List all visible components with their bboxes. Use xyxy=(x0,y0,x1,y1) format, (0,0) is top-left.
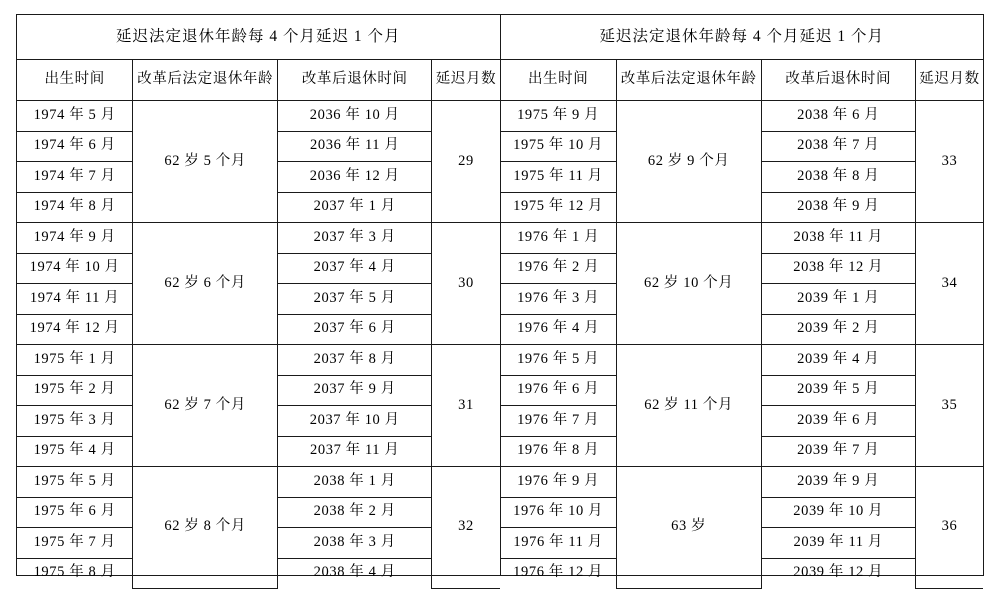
column-header-birth: 出生时间 xyxy=(17,60,133,101)
cell-birth: 1974 年 10 月 xyxy=(17,253,133,284)
cell-birth: 1976 年 9 月 xyxy=(501,467,617,498)
cell-birth: 1976 年 3 月 xyxy=(501,284,617,315)
table-caption-row xyxy=(17,15,500,60)
column-header-birth: 出生时间 xyxy=(501,60,617,101)
cell-birth: 1976 年 7 月 xyxy=(501,406,617,437)
cell-birth: 1974 年 7 月 xyxy=(17,162,133,193)
cell-age: 62 岁 9 个月 xyxy=(616,101,761,223)
cell-retire: 2036 年 11 月 xyxy=(278,131,432,162)
table-half-left xyxy=(17,15,501,581)
cell-age: 62 岁 11 个月 xyxy=(616,345,761,467)
retirement-table-left xyxy=(17,15,500,589)
cell-birth: 1976 年 12 月 xyxy=(501,558,617,588)
cell-retire: 2039 年 7 月 xyxy=(761,436,915,467)
cell-delay: 31 xyxy=(432,345,500,467)
cell-retire: 2039 年 9 月 xyxy=(761,467,915,498)
table-row xyxy=(501,467,984,498)
cell-birth: 1975 年 3 月 xyxy=(17,406,133,437)
cell-age: 63 岁 xyxy=(616,467,761,589)
cell-birth: 1974 年 12 月 xyxy=(17,314,133,345)
column-header-age: 改革后法定退休年龄 xyxy=(616,60,761,101)
retirement-table-right xyxy=(501,15,984,589)
cell-birth: 1975 年 2 月 xyxy=(17,375,133,406)
column-header-age: 改革后法定退休年龄 xyxy=(133,60,278,101)
cell-retire: 2038 年 1 月 xyxy=(278,467,432,498)
cell-age: 62 岁 7 个月 xyxy=(133,345,278,467)
cell-retire: 2039 年 1 月 xyxy=(761,284,915,315)
table-half-right xyxy=(501,15,984,581)
table-body-right xyxy=(501,101,984,589)
cell-age: 62 岁 10 个月 xyxy=(616,223,761,345)
cell-birth: 1974 年 11 月 xyxy=(17,284,133,315)
table-caption-row xyxy=(501,15,984,60)
cell-retire: 2038 年 7 月 xyxy=(761,131,915,162)
cell-retire: 2037 年 8 月 xyxy=(278,345,432,376)
cell-birth: 1975 年 7 月 xyxy=(17,528,133,559)
cell-retire: 2038 年 12 月 xyxy=(761,253,915,284)
cell-age: 62 岁 8 个月 xyxy=(133,467,278,589)
cell-delay: 33 xyxy=(915,101,983,223)
retirement-schedule-tables xyxy=(16,14,984,581)
cell-retire: 2036 年 12 月 xyxy=(278,162,432,193)
table-row xyxy=(501,223,984,254)
cell-birth: 1975 年 11 月 xyxy=(501,162,617,193)
table-header-row xyxy=(501,60,984,101)
cell-birth: 1975 年 12 月 xyxy=(501,192,617,223)
table-row xyxy=(17,223,500,254)
table-caption: 延迟法定退休年龄每 4 个月延迟 1 个月 xyxy=(17,15,500,60)
cell-birth: 1976 年 4 月 xyxy=(501,314,617,345)
cell-retire: 2038 年 6 月 xyxy=(761,101,915,132)
cell-retire: 2039 年 12 月 xyxy=(761,558,915,588)
cell-birth: 1974 年 9 月 xyxy=(17,223,133,254)
cell-birth: 1975 年 6 月 xyxy=(17,497,133,528)
cell-birth: 1975 年 8 月 xyxy=(17,558,133,588)
cell-delay: 36 xyxy=(915,467,983,589)
cell-birth: 1976 年 11 月 xyxy=(501,528,617,559)
cell-retire: 2038 年 2 月 xyxy=(278,497,432,528)
cell-retire: 2039 年 11 月 xyxy=(761,528,915,559)
cell-birth: 1976 年 10 月 xyxy=(501,497,617,528)
cell-retire: 2037 年 6 月 xyxy=(278,314,432,345)
table-row xyxy=(17,101,500,132)
cell-age: 62 岁 5 个月 xyxy=(133,101,278,223)
cell-delay: 34 xyxy=(915,223,983,345)
cell-age: 62 岁 6 个月 xyxy=(133,223,278,345)
cell-retire: 2038 年 4 月 xyxy=(278,558,432,588)
cell-birth: 1976 年 8 月 xyxy=(501,436,617,467)
table-row xyxy=(17,467,500,498)
table-row xyxy=(501,345,984,376)
column-header-delay: 延迟月数 xyxy=(432,60,500,101)
cell-birth: 1976 年 2 月 xyxy=(501,253,617,284)
table-body-left xyxy=(17,101,500,589)
cell-birth: 1974 年 6 月 xyxy=(17,131,133,162)
cell-retire: 2039 年 5 月 xyxy=(761,375,915,406)
cell-retire: 2039 年 2 月 xyxy=(761,314,915,345)
cell-retire: 2038 年 3 月 xyxy=(278,528,432,559)
cell-delay: 35 xyxy=(915,345,983,467)
cell-retire: 2039 年 10 月 xyxy=(761,497,915,528)
cell-birth: 1975 年 5 月 xyxy=(17,467,133,498)
cell-birth: 1974 年 5 月 xyxy=(17,101,133,132)
cell-birth: 1976 年 6 月 xyxy=(501,375,617,406)
cell-delay: 32 xyxy=(432,467,500,589)
column-header-delay: 延迟月数 xyxy=(915,60,983,101)
cell-birth: 1975 年 9 月 xyxy=(501,101,617,132)
table-header-row xyxy=(17,60,500,101)
table-caption: 延迟法定退休年龄每 4 个月延迟 1 个月 xyxy=(501,15,984,60)
column-header-retire: 改革后退休时间 xyxy=(761,60,915,101)
cell-retire: 2037 年 1 月 xyxy=(278,192,432,223)
cell-retire: 2038 年 8 月 xyxy=(761,162,915,193)
cell-birth: 1976 年 5 月 xyxy=(501,345,617,376)
cell-retire: 2037 年 4 月 xyxy=(278,253,432,284)
cell-retire: 2036 年 10 月 xyxy=(278,101,432,132)
cell-retire: 2037 年 11 月 xyxy=(278,436,432,467)
cell-retire: 2037 年 3 月 xyxy=(278,223,432,254)
cell-retire: 2037 年 10 月 xyxy=(278,406,432,437)
cell-birth: 1975 年 4 月 xyxy=(17,436,133,467)
cell-retire: 2038 年 11 月 xyxy=(761,223,915,254)
cell-retire: 2039 年 4 月 xyxy=(761,345,915,376)
cell-birth: 1974 年 8 月 xyxy=(17,192,133,223)
cell-birth: 1976 年 1 月 xyxy=(501,223,617,254)
cell-delay: 29 xyxy=(432,101,500,223)
cell-retire: 2037 年 5 月 xyxy=(278,284,432,315)
table-row xyxy=(17,345,500,376)
column-header-retire: 改革后退休时间 xyxy=(278,60,432,101)
cell-birth: 1975 年 1 月 xyxy=(17,345,133,376)
cell-delay: 30 xyxy=(432,223,500,345)
cell-retire: 2037 年 9 月 xyxy=(278,375,432,406)
cell-retire: 2039 年 6 月 xyxy=(761,406,915,437)
cell-retire: 2038 年 9 月 xyxy=(761,192,915,223)
table-row xyxy=(501,101,984,132)
cell-birth: 1975 年 10 月 xyxy=(501,131,617,162)
